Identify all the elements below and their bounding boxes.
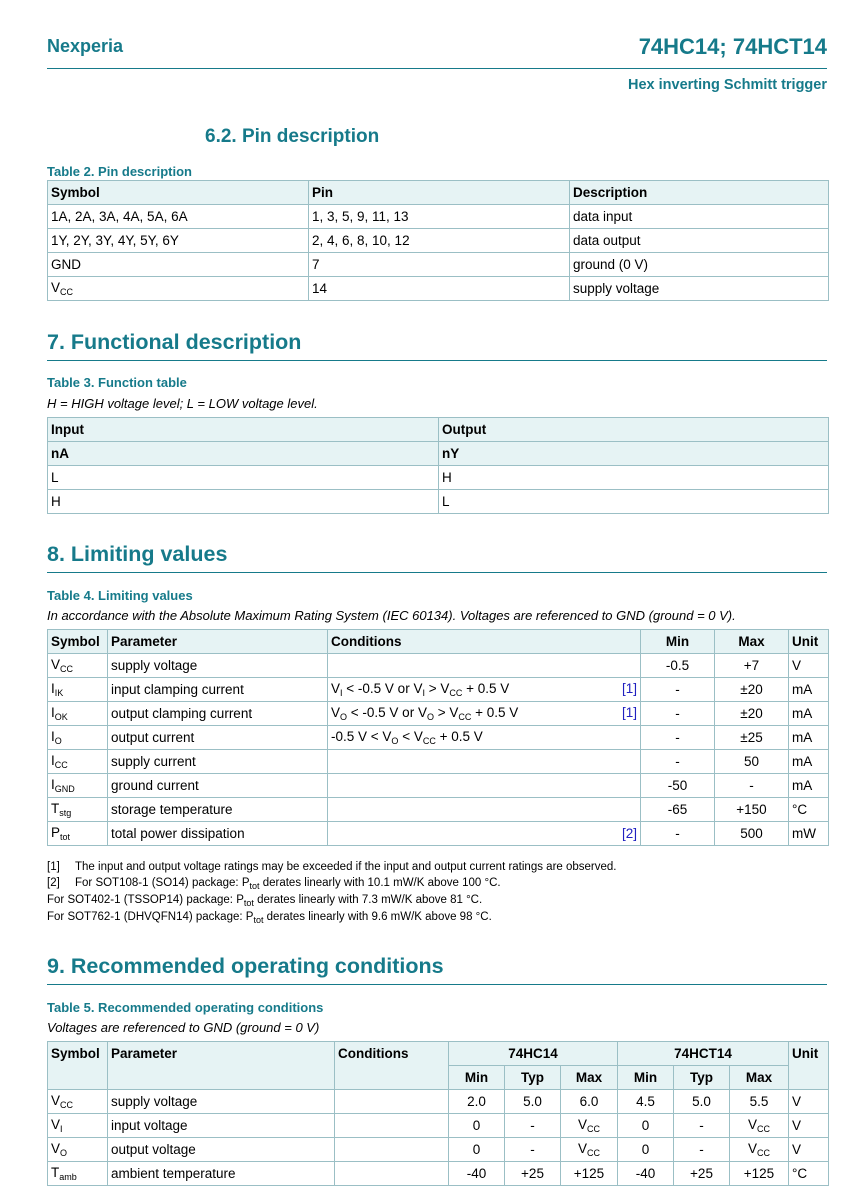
brand-name: Nexperia (47, 36, 124, 56)
symbol-sub: tot (60, 832, 71, 842)
symbol-sub: OK (54, 712, 68, 722)
table-row (48, 750, 829, 774)
column-subheader: Typ (674, 1066, 730, 1090)
table-row (48, 253, 829, 277)
cell-value: 0 (618, 1114, 674, 1138)
footnote-sub: tot (253, 915, 264, 925)
table-row (48, 1090, 829, 1114)
column-subheader: Max (561, 1066, 618, 1090)
cell-symbol (48, 822, 108, 846)
symbol-sub: CC (60, 1100, 74, 1110)
cell-unit: mW (789, 822, 829, 846)
cell-conditions: $V_I < -0.5$ V or $V_I > V_{CC} + 0.5$ V [1] (328, 678, 641, 702)
footnote-text: derates linearly with 7.3 mW/K above 81 °C. (253, 894, 483, 906)
cell-unit: mA (789, 750, 829, 774)
cell-conditions: -0.5 $V < V_O < V_{CC} + 0.5$ V (328, 726, 641, 750)
cell-max: - (715, 774, 789, 798)
column-header: Min (641, 630, 715, 654)
cell-value: +25 (674, 1162, 730, 1186)
section-divider (47, 360, 827, 361)
symbol-main: P (51, 825, 61, 840)
footnote-number: [2] (47, 877, 60, 889)
cell-unit: mA (789, 702, 829, 726)
column-subheader: Typ (505, 1066, 561, 1090)
cell-parameter: output clamping current (108, 702, 328, 726)
symbol-main: I (51, 681, 55, 696)
table-row (48, 490, 829, 514)
column-header: Symbol (48, 181, 309, 205)
table-caption: Table 3. Function table (47, 375, 187, 390)
cell-input: L (48, 466, 439, 490)
cell-value: - (674, 1114, 730, 1138)
column-group-header: 74HC14 (449, 1042, 618, 1066)
cell-max: ±25 (715, 726, 789, 750)
column-header: Symbol (48, 630, 108, 654)
cell-unit: V (789, 1114, 829, 1138)
document-subtitle: Hex inverting Schmitt trigger (627, 77, 827, 93)
symbol-sub: amb (59, 1172, 77, 1182)
cell-symbol: GND (48, 253, 309, 277)
symbol-main: V (51, 1141, 61, 1156)
cell-symbol (48, 774, 108, 798)
section-title-functional-description: 7. Functional description (47, 330, 302, 354)
cell-max: 50 (715, 750, 789, 774)
cell-parameter: supply voltage (108, 1090, 335, 1114)
table-subheader-row (48, 442, 829, 466)
cell-description: ground (0 V) (570, 253, 829, 277)
column-header: Max (715, 630, 789, 654)
cell-max: 500 (715, 822, 789, 846)
cell-value: -40 (618, 1162, 674, 1186)
cell-description: data input (570, 205, 829, 229)
cell-conditions (335, 1162, 449, 1186)
column-subheader: Min (618, 1066, 674, 1090)
column-subheader: Max (730, 1066, 789, 1090)
symbol-main: V (51, 657, 61, 672)
column-group-header: 74HCT14 (618, 1042, 789, 1066)
cell-unit: °C (789, 798, 829, 822)
cell-conditions (335, 1090, 449, 1114)
symbol-sub: O (60, 1148, 68, 1158)
footnote-text: The input and output voltage ratings may be exceeded if the input and output current ratings are observed. (75, 861, 617, 873)
footnote-text: For SOT402-1 (TSSOP14) package: P (47, 894, 244, 906)
cell-output: L (439, 490, 829, 514)
cell-symbol: 1A, 2A, 3A, 4A, 5A, 6A (48, 205, 309, 229)
cell-value: 0 (449, 1138, 505, 1162)
cell-parameter: total power dissipation (108, 822, 328, 846)
cell-value: $V_{CC}$ (561, 1138, 618, 1162)
column-header: Description (570, 181, 829, 205)
part-number: 74HC14; 74HCT14 (638, 34, 827, 59)
cell-value: - (505, 1138, 561, 1162)
table-row (48, 205, 829, 229)
cell-symbol (48, 678, 108, 702)
table-note: In accordance with the Absolute Maximum Rating System (IEC 60134). Voltages are referenced to GND (ground = 0 V). (47, 608, 736, 623)
symbol-sub: CC (60, 664, 74, 674)
footnote-2c (47, 911, 492, 925)
recommended-operating-conditions-table (47, 1041, 829, 1186)
cell-parameter: output voltage (108, 1138, 335, 1162)
table-row (48, 774, 829, 798)
footnote-text: For SOT108-1 (SO14) package: P (75, 877, 250, 889)
cell-value: +125 (561, 1162, 618, 1186)
table-header-row (48, 181, 829, 205)
cell-symbol (48, 1138, 108, 1162)
cell-conditions (328, 750, 641, 774)
table-row (48, 654, 829, 678)
cell-output: H (439, 466, 829, 490)
cell-conditions (335, 1138, 449, 1162)
column-header: Parameter (108, 630, 328, 654)
cell-value: $V_{CC}$ (730, 1114, 789, 1138)
table-row (48, 798, 829, 822)
cell-min: -50 (641, 774, 715, 798)
symbol-main: T (51, 801, 60, 816)
cell-conditions (328, 774, 641, 798)
cell-value: +125 (730, 1162, 789, 1186)
column-header: Pin (309, 181, 570, 205)
table-row (48, 702, 829, 726)
footnote-text: derates linearly with 9.6 mW/K above 98 °C. (263, 911, 492, 923)
cell-min: - (641, 750, 715, 774)
table-caption: Table 4. Limiting values (47, 588, 193, 603)
cell-value: 0 (449, 1114, 505, 1138)
symbol-sub: IK (54, 688, 64, 698)
symbol-main: V (51, 1093, 61, 1108)
cell-value: $V_{CC}$ (561, 1114, 618, 1138)
cell-unit: mA (789, 678, 829, 702)
footnote-2 (47, 877, 501, 891)
column-header: Conditions (335, 1042, 449, 1090)
cell-value: - (505, 1114, 561, 1138)
section-divider (47, 572, 827, 573)
cell-description: data output (570, 229, 829, 253)
table-row (48, 466, 829, 490)
cell-min: -65 (641, 798, 715, 822)
section-title-pin-description: 6.2. Pin description (205, 126, 380, 147)
symbol-main: I (51, 753, 55, 768)
cell-parameter: input clamping current (108, 678, 328, 702)
column-subheader: nA (48, 442, 439, 466)
cell-symbol: 1Y, 2Y, 3Y, 4Y, 5Y, 6Y (48, 229, 309, 253)
cell-value: $V_{CC}$ (730, 1138, 789, 1162)
table-row (48, 1114, 829, 1138)
cell-symbol (48, 1090, 108, 1114)
cell-parameter: input voltage (108, 1114, 335, 1138)
cell-symbol (48, 750, 108, 774)
table-row (48, 726, 829, 750)
symbol-sub: GND (54, 784, 75, 794)
cell-unit: mA (789, 726, 829, 750)
footnote-sub: tot (249, 881, 260, 891)
section-divider (47, 984, 827, 985)
cell-unit: °C (789, 1162, 829, 1186)
function-table (47, 417, 829, 514)
cell-value: 5.0 (505, 1090, 561, 1114)
footnote-number: [1] (47, 861, 60, 873)
column-subheader: nY (439, 442, 829, 466)
table-note: H = HIGH voltage level; L = LOW voltage level. (47, 396, 318, 411)
cell-symbol (48, 702, 108, 726)
footnote-1 (47, 861, 617, 873)
cell-conditions (335, 1114, 449, 1138)
table-caption: Table 5. Recommended operating conditions (47, 1000, 324, 1015)
cell-value: 0 (618, 1138, 674, 1162)
footnote-text: derates linearly with 10.1 mW/K above 100 °C. (259, 877, 501, 889)
cell-parameter: ambient temperature (108, 1162, 335, 1186)
column-header: Unit (789, 1042, 829, 1090)
footnote-ref-link[interactable]: [1] (621, 681, 637, 696)
cell-min: -0.5 (641, 654, 715, 678)
column-header: Output (439, 418, 829, 442)
cell-conditions (328, 654, 641, 678)
cell-unit: mA (789, 774, 829, 798)
cell-max: ±20 (715, 678, 789, 702)
footnote-ref-link[interactable]: [2] (621, 826, 637, 841)
cell-description: supply voltage (570, 277, 829, 301)
footnote-ref-link[interactable]: [1] (621, 705, 637, 720)
cell-max: ±20 (715, 702, 789, 726)
column-header: Symbol (48, 1042, 108, 1090)
table-header-row (48, 418, 829, 442)
cell-max: +150 (715, 798, 789, 822)
symbol-main: V (51, 1117, 61, 1132)
cell-symbol (48, 798, 108, 822)
footnote-sub: tot (243, 898, 254, 908)
column-header: Parameter (108, 1042, 335, 1090)
symbol-sub: O (54, 736, 62, 746)
pin-description-table (47, 180, 829, 301)
cell-pin: 7 (309, 253, 570, 277)
cell-pin: 14 (309, 277, 570, 301)
table-header-row (48, 1042, 829, 1066)
cell-min: - (641, 822, 715, 846)
cell-value: 5.0 (674, 1090, 730, 1114)
symbol-main: T (51, 1165, 60, 1180)
table-caption: Table 2. Pin description (47, 164, 192, 179)
symbol-sub: CC (60, 287, 74, 297)
cell-value: - (674, 1138, 730, 1162)
cell-conditions: $V_O < -0.5$ V or $V_O > V_{CC} + 0.5$ V [1] (328, 702, 641, 726)
cell-min: - (641, 702, 715, 726)
table-row (48, 822, 829, 846)
symbol-main: I (51, 729, 55, 744)
symbol-sub: CC (54, 760, 68, 770)
table-row (48, 1162, 829, 1186)
cell-parameter: output current (108, 726, 328, 750)
cell-value: 6.0 (561, 1090, 618, 1114)
cell-input: H (48, 490, 439, 514)
cell-parameter: supply voltage (108, 654, 328, 678)
limiting-values-table (47, 629, 829, 846)
cell-pin: 1, 3, 5, 9, 11, 13 (309, 205, 570, 229)
symbol-sub: I (60, 1124, 63, 1134)
cell-conditions (328, 822, 641, 846)
cell-min: - (641, 726, 715, 750)
section-title-recommended-operating-conditions: 9. Recommended operating conditions (47, 954, 444, 978)
cell-parameter: supply current (108, 750, 328, 774)
footnote-text: For SOT762-1 (DHVQFN14) package: P (47, 911, 254, 923)
table-note: Voltages are referenced to GND (ground = 0 V) (47, 1020, 320, 1035)
cell-max: +7 (715, 654, 789, 678)
table-row (48, 678, 829, 702)
cell-unit: V (789, 1138, 829, 1162)
symbol-main: I (51, 705, 55, 720)
symbol-main: V (51, 280, 61, 295)
cell-unit: V (789, 654, 829, 678)
cell-unit: V (789, 1090, 829, 1114)
symbol-sub: stg (59, 808, 72, 818)
column-header: Conditions (328, 630, 641, 654)
cell-value: +25 (505, 1162, 561, 1186)
symbol-main: I (51, 777, 55, 792)
column-header: Input (48, 418, 439, 442)
cell-value: 4.5 (618, 1090, 674, 1114)
cell-conditions (328, 798, 641, 822)
cell-symbol (48, 726, 108, 750)
cell-parameter: storage temperature (108, 798, 328, 822)
table-header-row (48, 630, 829, 654)
cell-symbol (48, 1162, 108, 1186)
header-divider (47, 68, 827, 69)
table-row (48, 1138, 829, 1162)
cell-value: -40 (449, 1162, 505, 1186)
column-subheader: Min (449, 1066, 505, 1090)
cell-value: 5.5 (730, 1090, 789, 1114)
cell-parameter: ground current (108, 774, 328, 798)
table-row (48, 277, 829, 301)
cell-value: 2.0 (449, 1090, 505, 1114)
column-header: Unit (789, 630, 829, 654)
cell-min: - (641, 678, 715, 702)
cell-symbol (48, 1114, 108, 1138)
cell-symbol (48, 277, 309, 301)
footnote-2b (47, 894, 482, 908)
section-title-limiting-values: 8. Limiting values (47, 542, 228, 566)
table-row (48, 229, 829, 253)
cell-pin: 2, 4, 6, 8, 10, 12 (309, 229, 570, 253)
cell-symbol (48, 654, 108, 678)
